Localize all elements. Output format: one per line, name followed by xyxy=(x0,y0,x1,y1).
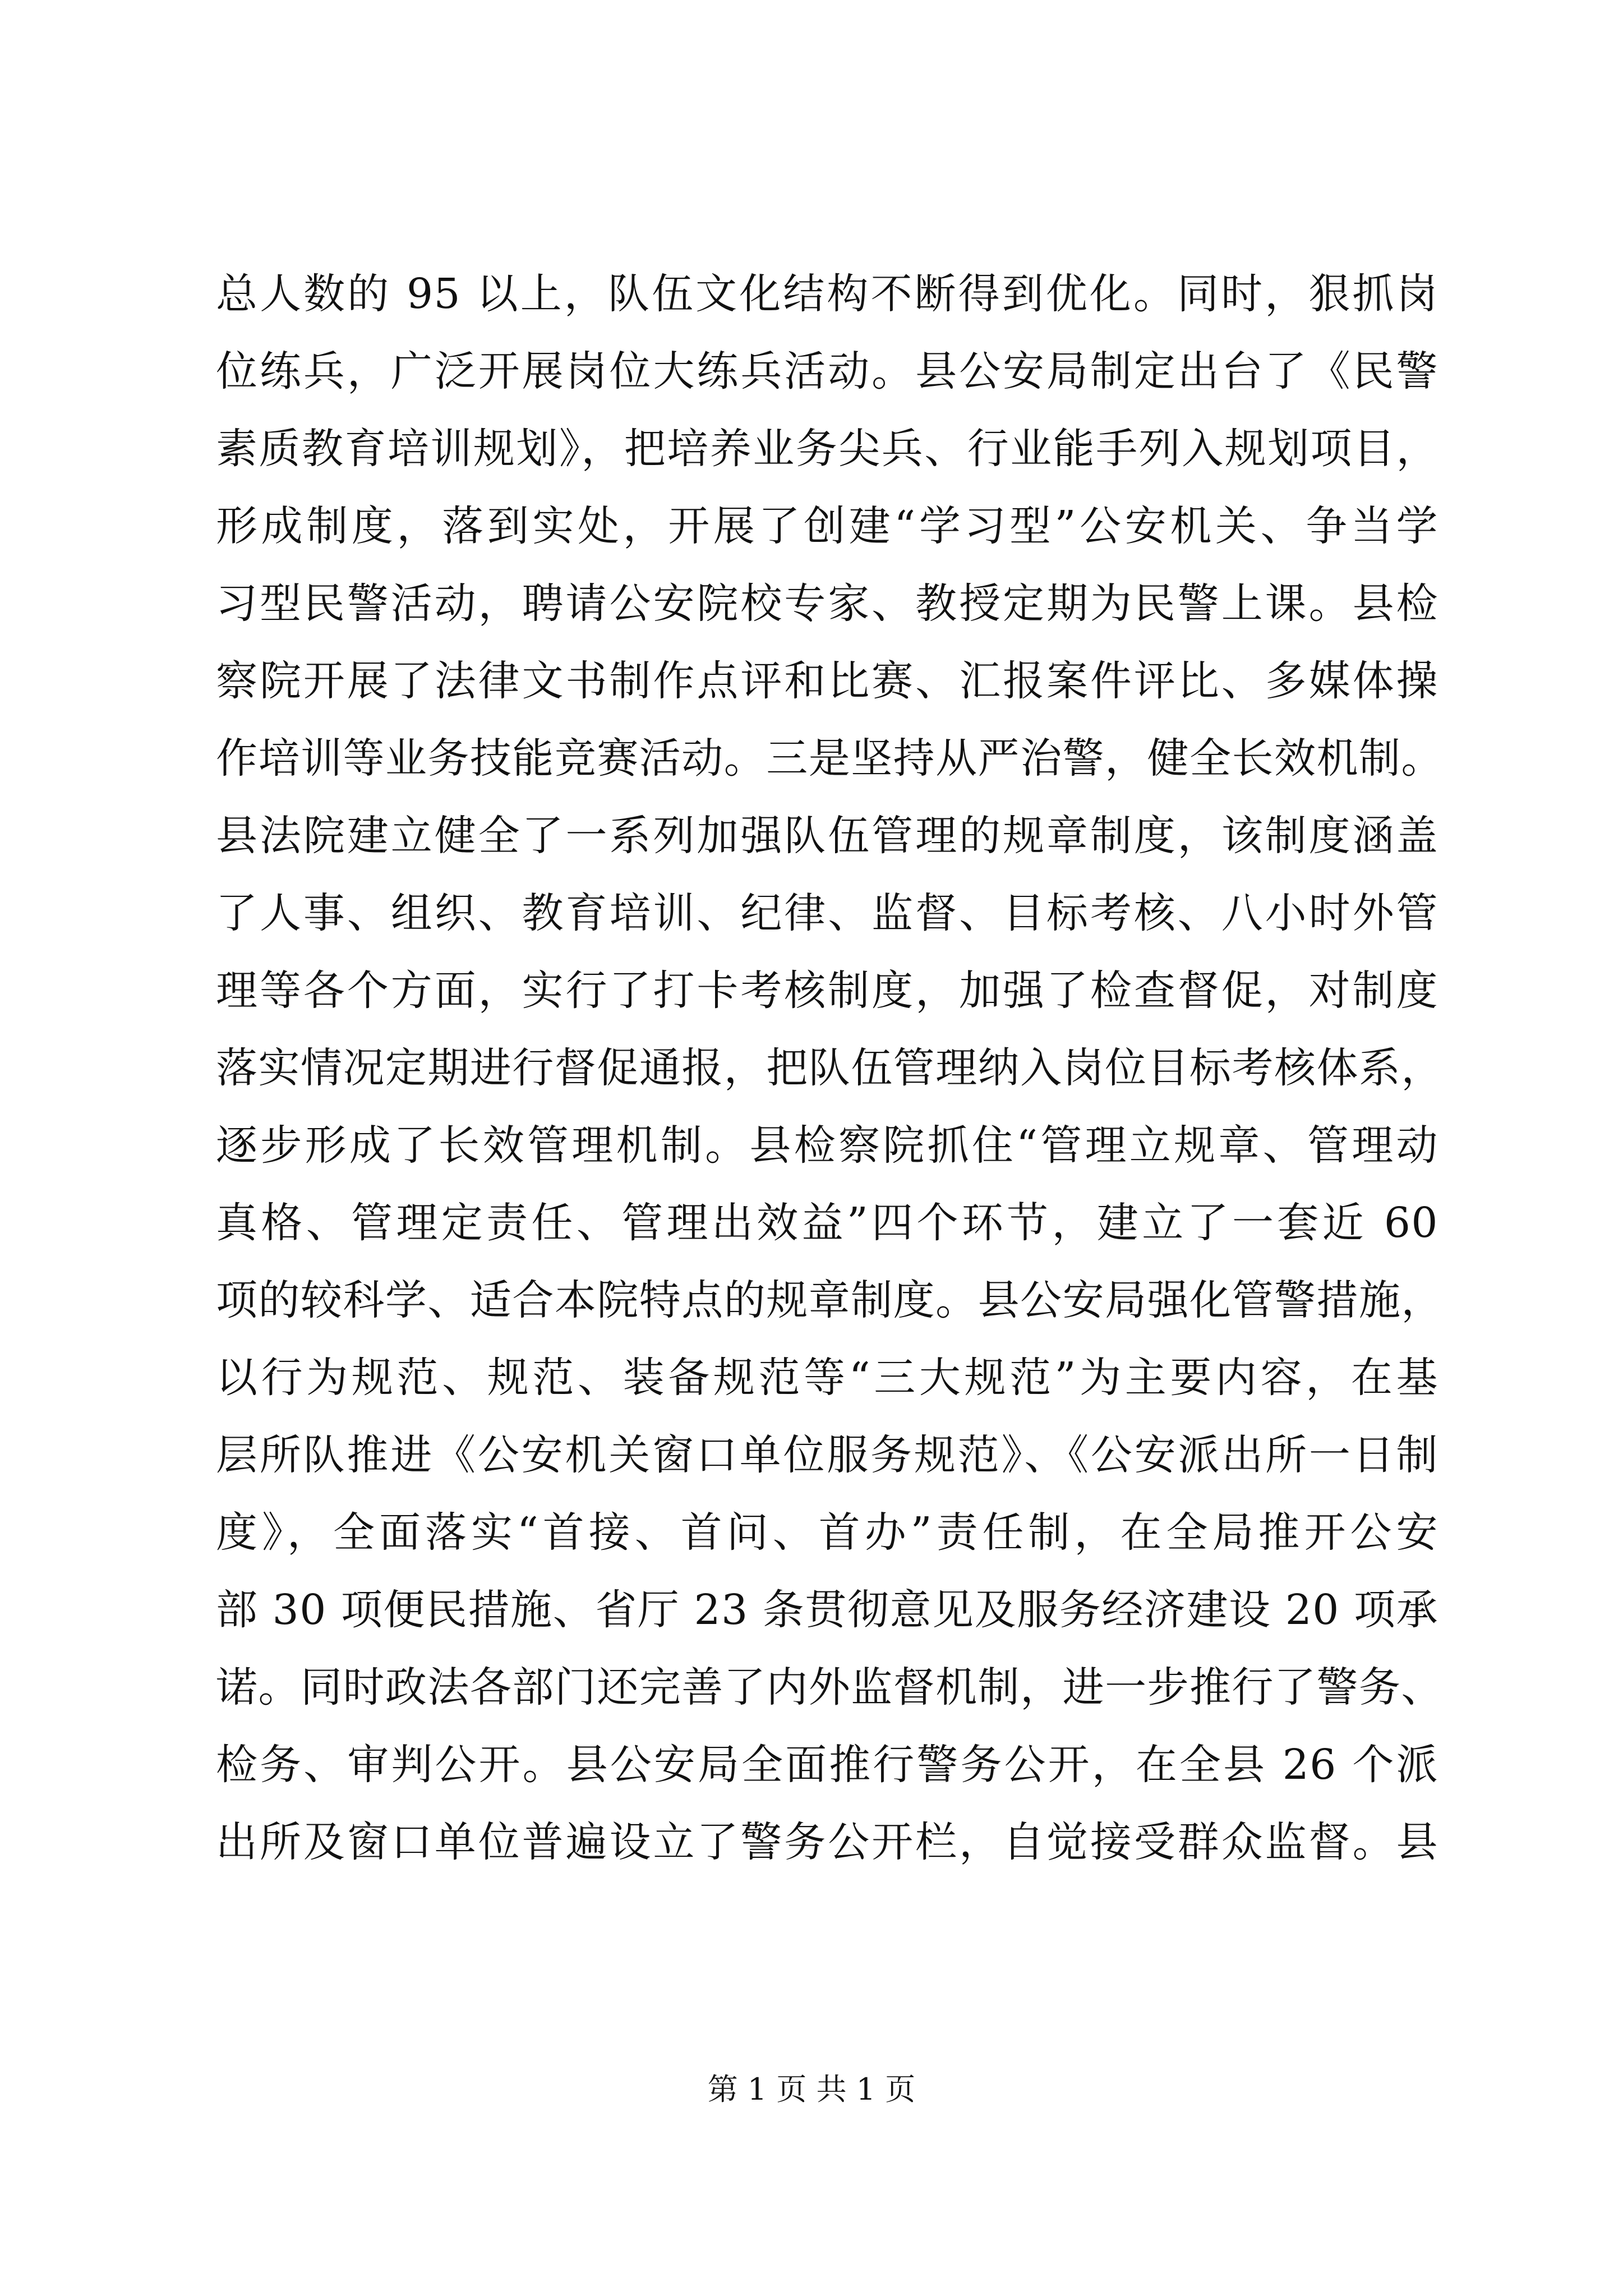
text-line: 诺。同时政法各部门还完善了内外监督机制，进一步推行了警务、 xyxy=(216,1663,1444,1711)
text-line: 逐步形成了长效管理机制。县检察院抓住“管理立规章、管理动 xyxy=(216,1121,1438,1170)
text-line: 真格、管理定责任、管理出效益”四个环节，建立了一套近 60 xyxy=(216,1199,1438,1247)
text-line: 县法院建立健全了一系列加强队伍管理的规章制度，该制度涵盖 xyxy=(216,812,1438,860)
text-line: 素质教育培训规划》，把培养业务尖兵、行业能手列入规划项目， xyxy=(216,425,1438,473)
text-line: 形成制度，落到实处，开展了创建“学习型”公安机关、争当学 xyxy=(216,502,1438,550)
text-line: 落实情况定期进行督促通报，把队伍管理纳入岗位目标考核体系， xyxy=(216,1044,1444,1092)
text-line: 理等各个方面，实行了打卡考核制度，加强了检查督促，对制度 xyxy=(216,967,1438,1015)
text-line: 检务、审判公开。县公安局全面推行警务公开，在全县 26 个派 xyxy=(216,1741,1438,1789)
text-line: 作培训等业务技能竞赛活动。三是坚持从严治警，健全长效机制。 xyxy=(216,734,1444,783)
text-line: 度》，全面落实“首接、首问、首办”责任制，在全局推开公安 xyxy=(216,1508,1438,1557)
text-line: 习型民警活动，聘请公安院校专家、教授定期为民警上课。县检 xyxy=(216,579,1438,628)
text-line: 以行为规范、规范、装备规范等“三大规范”为主要内容，在基 xyxy=(216,1354,1438,1402)
text-line: 部 30 项便民措施、省厅 23 条贯彻意见及服务经济建设 20 项承 xyxy=(216,1586,1438,1634)
text-line: 了人事、组织、教育培训、纪律、监督、目标考核、八小时外管 xyxy=(216,889,1438,937)
text-line: 位练兵，广泛开展岗位大练兵活动。县公安局制定出台了《民警 xyxy=(216,347,1438,395)
page-number-footer: 第 1 页 共 1 页 xyxy=(707,2072,916,2107)
text-line: 项的较科学、适合本院特点的规章制度。县公安局强化管警措施， xyxy=(216,1276,1444,1324)
body-text xyxy=(216,255,1444,1881)
text-line: 察院开展了法律文书制作点评和比赛、汇报案件评比、多媒体操 xyxy=(216,657,1438,705)
text-line: 出所及窗口单位普遍设立了警务公开栏，自觉接受群众监督。县 xyxy=(216,1818,1438,1866)
text-line: 层所队推进《公安机关窗口单位服务规范》、《公安派出所一日制 xyxy=(216,1431,1438,1479)
text-line: 总人数的 95 以上，队伍文化结构不断得到优化。同时，狠抓岗 xyxy=(216,270,1438,318)
